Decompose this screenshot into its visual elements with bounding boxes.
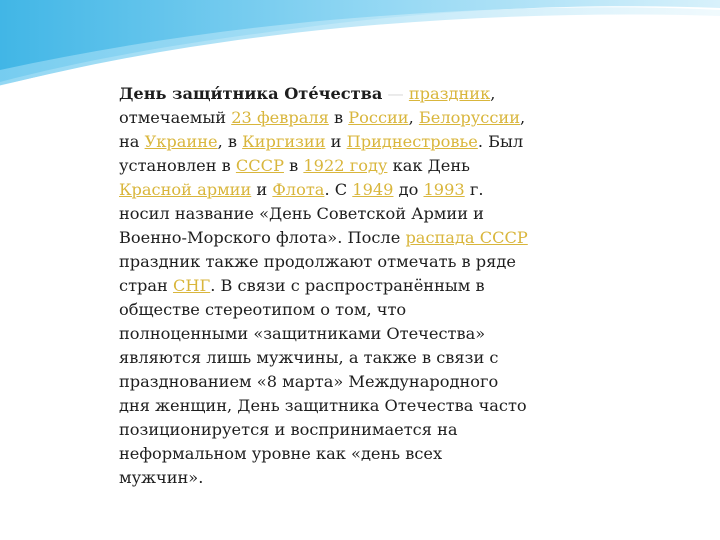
dash-separator: — — [382, 84, 409, 103]
text-segment: . Был установлен в — [119, 132, 524, 175]
link-ukraine[interactable]: Украине — [144, 132, 218, 151]
wave-header-decoration — [0, 0, 720, 90]
link-fleet[interactable]: Флота — [272, 180, 325, 199]
term-title: День защи́тника Оте́чества — [119, 84, 383, 103]
link-1993[interactable]: 1993 — [423, 180, 465, 199]
text-segment: . С — [324, 180, 353, 199]
link-1922[interactable]: 1922 году — [303, 156, 388, 175]
link-belarus[interactable]: Белоруссии — [418, 108, 521, 127]
text-segment: , в — [217, 132, 243, 151]
text-segment: и — [325, 132, 347, 151]
link-red-army[interactable]: Красной армии — [119, 180, 252, 199]
link-ussr-collapse[interactable]: распада СССР — [405, 228, 528, 247]
link-cis[interactable]: СНГ — [172, 276, 211, 295]
text-segment: , отмечаемый — [119, 84, 496, 127]
text-segment: . В связи с распространённым в обществе стереотипом о том, что полноценными «защитниками Отечества» являются лишь мужчины, а также в связи с празднованием «8 марта» Международного дня женщин, День защитника Отечества часто позиционируется и воспринимается на неформальном уровне как «день всех мужчин». — [119, 276, 527, 487]
text-segment: в — [283, 156, 304, 175]
text-segment: , — [408, 108, 419, 127]
link-russia[interactable]: России — [348, 108, 409, 127]
link-ussr[interactable]: СССР — [235, 156, 284, 175]
link-holiday[interactable]: праздник — [408, 84, 491, 103]
text-segment: и — [251, 180, 273, 199]
text-segment: праздник также продолжают отмечать в ряде стран — [119, 252, 516, 295]
text-segment: , на — [119, 108, 526, 151]
link-kyrgyzstan[interactable]: Киргизии — [242, 132, 326, 151]
link-transnistria[interactable]: Приднестровье — [346, 132, 478, 151]
text-segment: до — [393, 180, 424, 199]
main-paragraph — [119, 82, 529, 490]
link-feb23[interactable]: 23 февраля — [231, 108, 329, 127]
text-segment: как День — [387, 156, 470, 175]
link-1949[interactable]: 1949 — [352, 180, 394, 199]
text-segment: г. носил название «День Советской Армии и Военно-Морского флота». После — [119, 180, 484, 247]
text-segment: в — [328, 108, 349, 127]
